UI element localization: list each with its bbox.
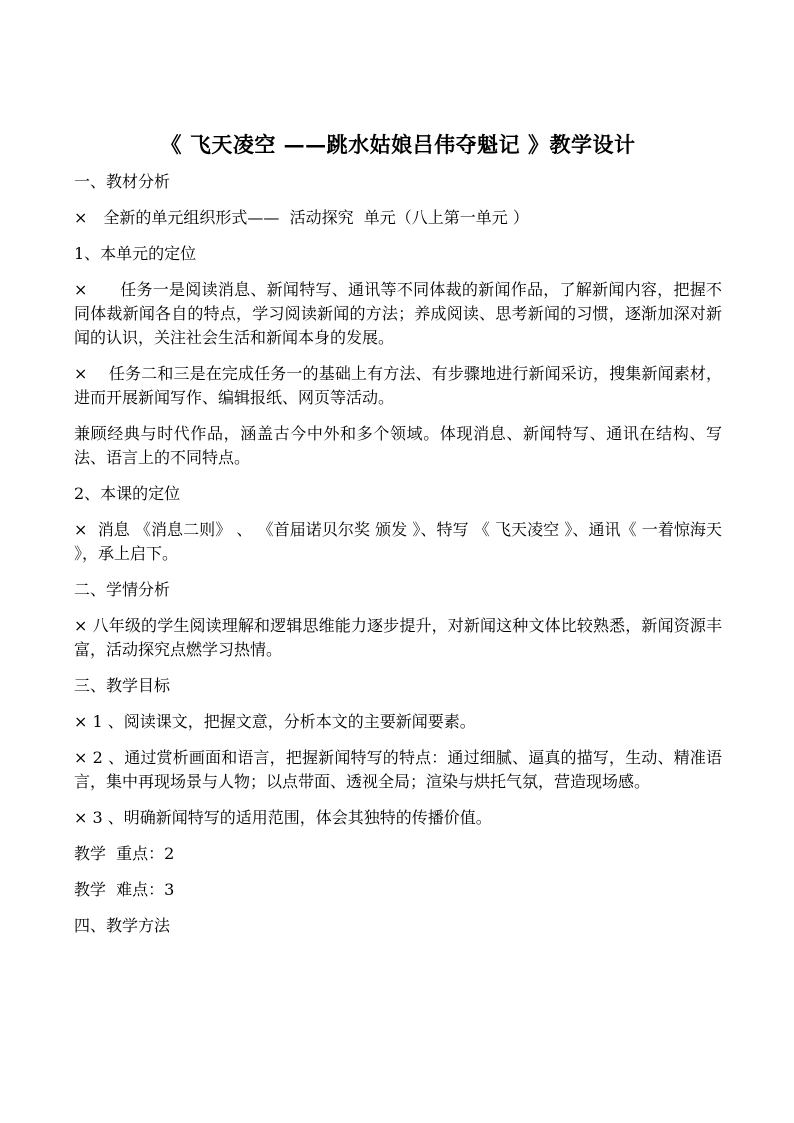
paragraph-task-two-three: × 任务二和三是在完成任务一的基础上有方法、有步骤地进行新闻采访，搜集新闻素材，进而开展新闻写作、编辑报纸、网页等活动。 (74, 364, 722, 407)
paragraph-learner-analysis: × 八年级的学生阅读理解和逻辑思维能力逐步提升，对新闻这种文体比较熟悉，新闻资源丰富，活动探究点燃学习热情。 (74, 616, 722, 659)
paragraph-lesson-position: × 消息 《消息二则》 、 《首届诺贝尔奖 颁发 》、特写 《 飞天凌空 》、通讯《 一着惊海天 》，承上启下。 (74, 520, 728, 563)
paragraph-key-point: 教学 重点：2 (74, 844, 175, 863)
subheading-unit-position: 1、本单元的定位 (74, 244, 197, 263)
paragraph-goal-1: × 1 、阅读课文，把握文意，分析本文的主要新闻要素。 (74, 712, 476, 731)
paragraph-goal-3: × 3 、明确新闻特写的适用范围，体会其独特的传播价值。 (74, 808, 492, 827)
section-heading-teaching-goals: 三、教学目标 (74, 676, 171, 695)
section-heading-teaching-methods: 四、教学方法 (74, 916, 171, 935)
document-title: 《 飞天凌空 ——跳水姑娘吕伟夺魁记 》教学设计 (160, 132, 636, 157)
paragraph-goal-2: × 2 、通过赏析画面和语言，把握新闻特写的特点：通过细腻、逼真的描写，生动、精准语言，集中再现场景与人物；以点带面、透视全局；渲染与烘托气氛，营造现场感。 (74, 748, 722, 791)
section-heading-learner-analysis: 二、学情分析 (74, 580, 171, 599)
section-heading-textbook-analysis: 一、教材分析 (74, 172, 171, 191)
paragraph-classic-works: 兼顾经典与时代作品，涵盖古今中外和多个领域。体现消息、新闻特写、通讯在结构、写法、语言上的不同特点。 (74, 424, 722, 467)
paragraph-difficulty: 教学 难点：3 (74, 880, 175, 899)
paragraph-task-one: × 任务一是阅读消息、新闻特写、通讯等不同体裁的新闻作品，了解新闻内容，把握不同体裁新闻各自的特点，学习阅读新闻的方法；养成阅读、思考新闻的习惯，逐渐加深对新闻的认识，关注社会生活和新闻本身的发展。 (74, 280, 722, 347)
subheading-lesson-position: 2、本课的定位 (74, 484, 181, 503)
paragraph-unit-form: × 全新的单元组织形式—— 活动探究 单元（八上第一单元 ） (74, 208, 529, 227)
